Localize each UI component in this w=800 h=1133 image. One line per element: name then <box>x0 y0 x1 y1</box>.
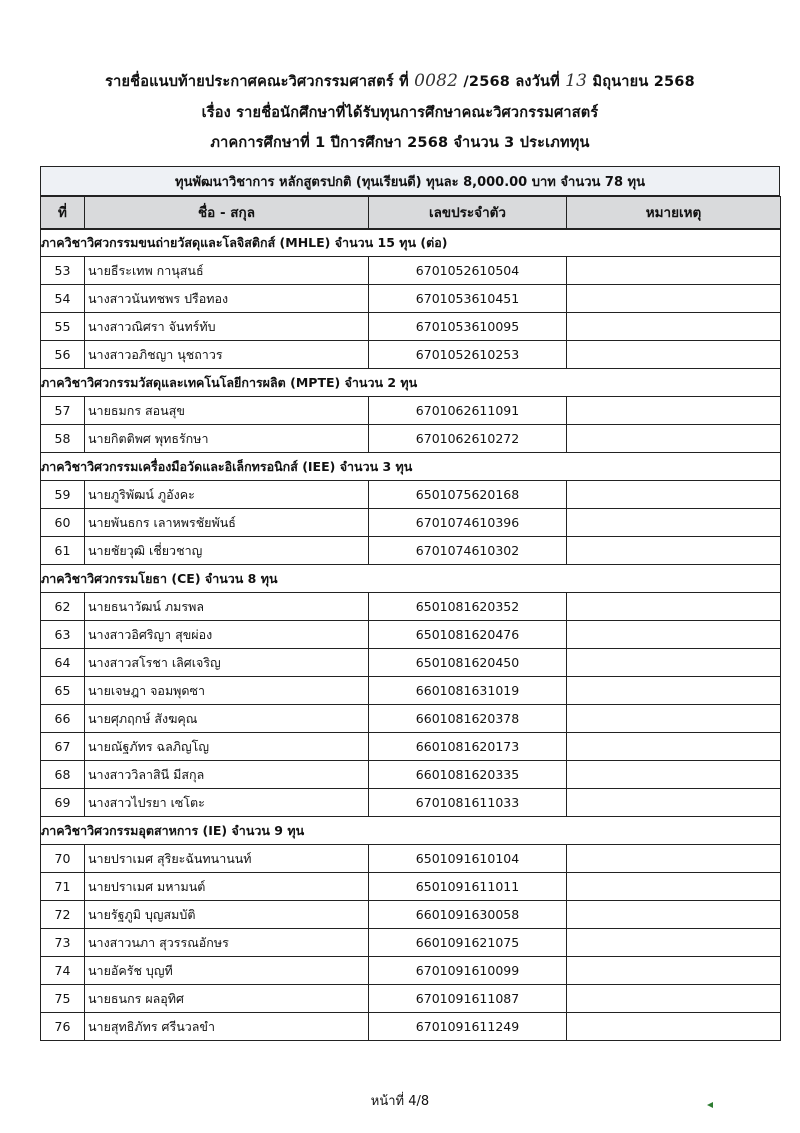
remark-cell <box>567 649 781 677</box>
announcement-day: 13 <box>565 71 588 91</box>
student-name: นายณัฐภัทร ฉลภิญโญ <box>85 733 369 761</box>
student-name: นายธนาวัฒน์ ภมรพล <box>85 593 369 621</box>
table-row <box>41 537 781 565</box>
row-number: 69 <box>41 789 85 817</box>
student-id: 6501081620352 <box>369 593 567 621</box>
table-row <box>41 677 781 705</box>
department-row <box>41 817 781 845</box>
table-row <box>41 705 781 733</box>
student-name: นางสาวนภา สุวรรณอักษร <box>85 929 369 957</box>
remark-cell <box>567 397 781 425</box>
row-number: 55 <box>41 313 85 341</box>
table-row <box>41 1013 781 1041</box>
table-row <box>41 649 781 677</box>
table-row <box>41 789 781 817</box>
announcement-subject: เรื่อง รายชื่อนักศึกษาที่ได้รับทุนการศึกษาคณะวิศวกรรมศาสตร์ <box>201 105 599 121</box>
remark-cell <box>567 285 781 313</box>
student-name: นางสาวอภิชญา นุชถาวร <box>85 341 369 369</box>
department-title: ภาควิชาวิศวกรรมเครื่องมือวัดและอิเล็กทรอนิกส์ (IEE) จำนวน 3 ทุน <box>41 453 781 481</box>
table-header-row <box>41 197 781 229</box>
remark-cell <box>567 313 781 341</box>
student-name: นางสาววิลาสินี มีสกุล <box>85 761 369 789</box>
row-number: 53 <box>41 257 85 285</box>
remark-cell <box>567 481 781 509</box>
student-name: นางสาวอิศริญา สุขผ่อง <box>85 621 369 649</box>
row-number: 57 <box>41 397 85 425</box>
table-row <box>41 593 781 621</box>
row-number: 67 <box>41 733 85 761</box>
student-name: นายภูริพัฒน์ ภูอังคะ <box>85 481 369 509</box>
announcement-title-mid: /2568 ลงวันที่ <box>463 74 560 90</box>
table-row <box>41 733 781 761</box>
row-number: 72 <box>41 901 85 929</box>
student-id: 6701074610302 <box>369 537 567 565</box>
announcement-title-suffix: มิถุนายน 2568 <box>592 74 695 90</box>
student-name: นายศุภฤกษ์ สังฆคุณ <box>85 705 369 733</box>
student-id: 6701053610451 <box>369 285 567 313</box>
student-id: 6601091621075 <box>369 929 567 957</box>
department-row <box>41 565 781 593</box>
student-id: 6601081620378 <box>369 705 567 733</box>
table-row <box>41 341 781 369</box>
page-number: หน้าที่ 4/8 <box>370 1094 430 1109</box>
department-row <box>41 369 781 397</box>
department-title: ภาควิชาวิศวกรรมอุตสาหการ (IE) จำนวน 9 ทุน <box>41 817 781 845</box>
remark-cell <box>567 341 781 369</box>
student-id: 6501091611011 <box>369 873 567 901</box>
table-row <box>41 425 781 453</box>
student-name: นางสาวนันทชพร ปรือทอง <box>85 285 369 313</box>
row-number: 58 <box>41 425 85 453</box>
student-name: นายสุทธิภัทร ศรีนวลขำ <box>85 1013 369 1041</box>
row-number: 60 <box>41 509 85 537</box>
student-id: 6601081620335 <box>369 761 567 789</box>
announcement-title-prefix: รายชื่อแนบท้ายประกาศคณะวิศวกรรมศาสตร์ ที่ <box>105 74 409 90</box>
announcement-title-line <box>0 70 800 93</box>
row-number: 59 <box>41 481 85 509</box>
department-title: ภาควิชาวิศวกรรมขนถ่ายวัสดุและโลจิสติกส์ (MHLE) จำนวน 15 ทุน (ต่อ) <box>41 229 781 257</box>
department-row <box>41 453 781 481</box>
remark-cell <box>567 845 781 873</box>
remark-cell <box>567 733 781 761</box>
table-row <box>41 621 781 649</box>
remark-cell <box>567 929 781 957</box>
department-title: ภาควิชาวิศวกรรมโยธา (CE) จำนวน 8 ทุน <box>41 565 781 593</box>
department-title: ภาควิชาวิศวกรรมวัสดุและเทคโนโลยีการผลิต (MPTE) จำนวน 2 ทุน <box>41 369 781 397</box>
student-id: 6501081620476 <box>369 621 567 649</box>
student-name: นางสาวไปรยา เซโตะ <box>85 789 369 817</box>
row-number: 76 <box>41 1013 85 1041</box>
student-id: 6601081620173 <box>369 733 567 761</box>
table-row <box>41 845 781 873</box>
corner-arrow-mark <box>707 1102 713 1108</box>
student-name: นายธนกร ผลอุทิศ <box>85 985 369 1013</box>
table-row <box>41 929 781 957</box>
student-name: นายธีระเทพ กานุสนธ์ <box>85 257 369 285</box>
student-name: นายชัยวุฒิ เชี่ยวชาญ <box>85 537 369 565</box>
announcement-term: ภาคการศึกษาที่ 1 ปีการศึกษา 2568 จำนวน 3 ประเภททุน <box>210 135 590 151</box>
row-number: 56 <box>41 341 85 369</box>
student-name: นางสาวสโรชา เลิศเจริญ <box>85 649 369 677</box>
row-number: 66 <box>41 705 85 733</box>
student-name: นายรัฐภูมิ บุญสมบัติ <box>85 901 369 929</box>
student-name: นายปราเมศ สุริยะฉันทนานนท์ <box>85 845 369 873</box>
table-row <box>41 397 781 425</box>
row-number: 63 <box>41 621 85 649</box>
table-row <box>41 257 781 285</box>
column-header-remark: หมายเหตุ <box>567 197 781 229</box>
row-number: 68 <box>41 761 85 789</box>
student-name: นายปราเมศ มหามนต์ <box>85 873 369 901</box>
remark-cell <box>567 593 781 621</box>
student-id: 6701074610396 <box>369 509 567 537</box>
row-number: 54 <box>41 285 85 313</box>
remark-cell <box>567 509 781 537</box>
remark-cell <box>567 621 781 649</box>
row-number: 61 <box>41 537 85 565</box>
student-name: นายเจษฎา จอมพุดซา <box>85 677 369 705</box>
student-id: 6701091610099 <box>369 957 567 985</box>
row-number: 75 <box>41 985 85 1013</box>
remark-cell <box>567 901 781 929</box>
student-id: 6501075620168 <box>369 481 567 509</box>
remark-cell <box>567 257 781 285</box>
table-row <box>41 985 781 1013</box>
row-number: 64 <box>41 649 85 677</box>
table-row <box>41 957 781 985</box>
remark-cell <box>567 985 781 1013</box>
student-id: 6701062610272 <box>369 425 567 453</box>
remark-cell <box>567 1013 781 1041</box>
student-id: 6701091611087 <box>369 985 567 1013</box>
table-row <box>41 873 781 901</box>
student-id: 6701053610095 <box>369 313 567 341</box>
row-number: 73 <box>41 929 85 957</box>
remark-cell <box>567 705 781 733</box>
student-name: นางสาวณิศรา จันทร์ทับ <box>85 313 369 341</box>
remark-cell <box>567 677 781 705</box>
student-id: 6601081631019 <box>369 677 567 705</box>
table-row <box>41 313 781 341</box>
row-number: 65 <box>41 677 85 705</box>
student-id: 6701081611033 <box>369 789 567 817</box>
student-name: นายธมกร สอนสุข <box>85 397 369 425</box>
student-id: 6701052610504 <box>369 257 567 285</box>
student-name: นายกิตติพศ พุทธรักษา <box>85 425 369 453</box>
student-id: 6701052610253 <box>369 341 567 369</box>
scholarship-table <box>40 196 781 1041</box>
table-body <box>41 229 781 1041</box>
remark-cell <box>567 537 781 565</box>
column-header-name: ชื่อ - สกุล <box>85 197 369 229</box>
student-id: 6501091610104 <box>369 845 567 873</box>
student-id: 6701091611249 <box>369 1013 567 1041</box>
student-id: 6701062611091 <box>369 397 567 425</box>
student-id: 6501081620450 <box>369 649 567 677</box>
remark-cell <box>567 425 781 453</box>
table-row <box>41 285 781 313</box>
column-header-student-id: เลขประจำตัว <box>369 197 567 229</box>
table-row <box>41 901 781 929</box>
table-row <box>41 481 781 509</box>
row-number: 62 <box>41 593 85 621</box>
remark-cell <box>567 873 781 901</box>
table-row <box>41 761 781 789</box>
remark-cell <box>567 761 781 789</box>
row-number: 71 <box>41 873 85 901</box>
department-row <box>41 229 781 257</box>
student-name: นายอัครัช บุญที <box>85 957 369 985</box>
row-number: 74 <box>41 957 85 985</box>
announcement-number: 0082 <box>414 71 459 91</box>
column-header-no: ที่ <box>41 197 85 229</box>
table-row <box>41 509 781 537</box>
student-name: นายพันธกร เลาหพรชัยพันธ์ <box>85 509 369 537</box>
row-number: 70 <box>41 845 85 873</box>
remark-cell <box>567 957 781 985</box>
student-id: 6601091630058 <box>369 901 567 929</box>
scholarship-title: ทุนพัฒนาวิชาการ หลักสูตรปกติ (ทุนเรียนดี) ทุนละ 8,000.00 บาท จำนวน 78 ทุน <box>40 166 780 196</box>
remark-cell <box>567 789 781 817</box>
